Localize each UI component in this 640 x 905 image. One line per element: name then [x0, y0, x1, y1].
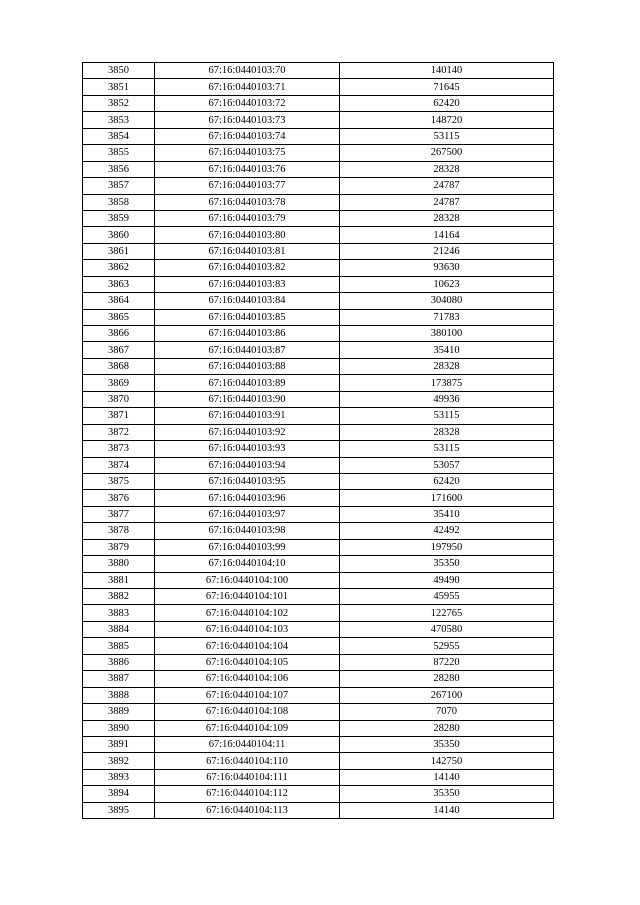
value-cell: 122765	[340, 605, 554, 621]
cadastral-number-cell: 67:16:0440103:86	[155, 326, 340, 342]
value-cell: 53057	[340, 457, 554, 473]
table-row	[83, 309, 554, 325]
table-row	[83, 161, 554, 177]
table-row	[83, 358, 554, 374]
cadastral-number-cell: 67:16:0440104:103	[155, 621, 340, 637]
table-row	[83, 704, 554, 720]
row-number-cell: 3884	[83, 621, 155, 637]
table-row	[83, 473, 554, 489]
row-number-cell: 3868	[83, 358, 155, 374]
row-number-cell: 3888	[83, 687, 155, 703]
cadastral-number-cell: 67:16:0440103:79	[155, 210, 340, 226]
table-row	[83, 589, 554, 605]
row-number-cell: 3854	[83, 128, 155, 144]
cadastral-number-cell: 67:16:0440103:89	[155, 375, 340, 391]
cadastral-number-cell: 67:16:0440104:11	[155, 736, 340, 752]
cadastral-number-cell: 67:16:0440103:80	[155, 227, 340, 243]
value-cell: 24787	[340, 178, 554, 194]
table-row	[83, 769, 554, 785]
row-number-cell: 3856	[83, 161, 155, 177]
row-number-cell: 3892	[83, 753, 155, 769]
row-number-cell: 3873	[83, 441, 155, 457]
table-row	[83, 375, 554, 391]
cadastral-number-cell: 67:16:0440104:109	[155, 720, 340, 736]
table-row	[83, 95, 554, 111]
cadastral-value-table	[82, 62, 554, 819]
row-number-cell: 3875	[83, 473, 155, 489]
row-number-cell: 3853	[83, 112, 155, 128]
cadastral-number-cell: 67:16:0440104:108	[155, 704, 340, 720]
row-number-cell: 3895	[83, 802, 155, 818]
cadastral-number-cell: 67:16:0440103:77	[155, 178, 340, 194]
value-cell: 42492	[340, 523, 554, 539]
row-number-cell: 3855	[83, 145, 155, 161]
table-row	[83, 572, 554, 588]
cadastral-number-cell: 67:16:0440103:94	[155, 457, 340, 473]
cadastral-number-cell: 67:16:0440103:98	[155, 523, 340, 539]
row-number-cell: 3887	[83, 671, 155, 687]
row-number-cell: 3867	[83, 342, 155, 358]
value-cell: 62420	[340, 473, 554, 489]
cadastral-number-cell: 67:16:0440103:84	[155, 293, 340, 309]
value-cell: 35350	[340, 736, 554, 752]
cadastral-number-cell: 67:16:0440104:113	[155, 802, 340, 818]
value-cell: 173875	[340, 375, 554, 391]
cadastral-number-cell: 67:16:0440103:81	[155, 243, 340, 259]
row-number-cell: 3883	[83, 605, 155, 621]
row-number-cell: 3852	[83, 95, 155, 111]
table-row	[83, 194, 554, 210]
table-row	[83, 671, 554, 687]
value-cell: 7070	[340, 704, 554, 720]
table-row	[83, 539, 554, 555]
cadastral-number-cell: 67:16:0440104:111	[155, 769, 340, 785]
table-row	[83, 178, 554, 194]
cadastral-number-cell: 67:16:0440103:85	[155, 309, 340, 325]
value-cell: 62420	[340, 95, 554, 111]
value-cell: 93630	[340, 260, 554, 276]
value-cell: 470580	[340, 621, 554, 637]
table-row	[83, 736, 554, 752]
table-row	[83, 638, 554, 654]
cadastral-number-cell: 67:16:0440104:105	[155, 654, 340, 670]
table-row	[83, 523, 554, 539]
value-cell: 21246	[340, 243, 554, 259]
table-row	[83, 128, 554, 144]
row-number-cell: 3880	[83, 556, 155, 572]
table-row	[83, 621, 554, 637]
cadastral-number-cell: 67:16:0440103:92	[155, 424, 340, 440]
row-number-cell: 3850	[83, 63, 155, 79]
value-cell: 304080	[340, 293, 554, 309]
row-number-cell: 3865	[83, 309, 155, 325]
value-cell: 52955	[340, 638, 554, 654]
table-row	[83, 112, 554, 128]
value-cell: 35350	[340, 556, 554, 572]
value-cell: 53115	[340, 441, 554, 457]
table-row	[83, 424, 554, 440]
row-number-cell: 3886	[83, 654, 155, 670]
value-cell: 171600	[340, 490, 554, 506]
value-cell: 45955	[340, 589, 554, 605]
value-cell: 28328	[340, 424, 554, 440]
table-row	[83, 326, 554, 342]
cadastral-number-cell: 67:16:0440104:107	[155, 687, 340, 703]
cadastral-number-cell: 67:16:0440103:88	[155, 358, 340, 374]
row-number-cell: 3864	[83, 293, 155, 309]
row-number-cell: 3878	[83, 523, 155, 539]
row-number-cell: 3862	[83, 260, 155, 276]
value-cell: 28280	[340, 720, 554, 736]
cadastral-number-cell: 67:16:0440103:73	[155, 112, 340, 128]
value-cell: 197950	[340, 539, 554, 555]
table-row	[83, 457, 554, 473]
table-row	[83, 79, 554, 95]
row-number-cell: 3890	[83, 720, 155, 736]
cadastral-number-cell: 67:16:0440103:95	[155, 473, 340, 489]
cadastral-number-cell: 67:16:0440103:83	[155, 276, 340, 292]
value-cell: 380100	[340, 326, 554, 342]
row-number-cell: 3859	[83, 210, 155, 226]
row-number-cell: 3851	[83, 79, 155, 95]
table-row	[83, 506, 554, 522]
row-number-cell: 3885	[83, 638, 155, 654]
row-number-cell: 3879	[83, 539, 155, 555]
row-number-cell: 3874	[83, 457, 155, 473]
table-row	[83, 753, 554, 769]
cadastral-number-cell: 67:16:0440104:10	[155, 556, 340, 572]
row-number-cell: 3872	[83, 424, 155, 440]
value-cell: 71645	[340, 79, 554, 95]
table-row	[83, 490, 554, 506]
value-cell: 28328	[340, 358, 554, 374]
table-row	[83, 145, 554, 161]
row-number-cell: 3860	[83, 227, 155, 243]
table-row	[83, 210, 554, 226]
table-row	[83, 276, 554, 292]
cadastral-number-cell: 67:16:0440103:75	[155, 145, 340, 161]
cadastral-number-cell: 67:16:0440104:100	[155, 572, 340, 588]
value-cell: 53115	[340, 128, 554, 144]
cadastral-number-cell: 67:16:0440103:72	[155, 95, 340, 111]
table-row	[83, 654, 554, 670]
row-number-cell: 3861	[83, 243, 155, 259]
value-cell: 53115	[340, 408, 554, 424]
cadastral-number-cell: 67:16:0440104:112	[155, 786, 340, 802]
table-row	[83, 720, 554, 736]
cadastral-number-cell: 67:16:0440104:101	[155, 589, 340, 605]
value-cell: 28328	[340, 161, 554, 177]
value-cell: 10623	[340, 276, 554, 292]
value-cell: 35410	[340, 506, 554, 522]
value-cell: 87220	[340, 654, 554, 670]
cadastral-number-cell: 67:16:0440103:78	[155, 194, 340, 210]
table-row	[83, 408, 554, 424]
value-cell: 49936	[340, 391, 554, 407]
cadastral-number-cell: 67:16:0440104:110	[155, 753, 340, 769]
cadastral-number-cell: 67:16:0440103:82	[155, 260, 340, 276]
row-number-cell: 3894	[83, 786, 155, 802]
table-row	[83, 391, 554, 407]
value-cell: 28328	[340, 210, 554, 226]
row-number-cell: 3869	[83, 375, 155, 391]
cadastral-number-cell: 67:16:0440103:99	[155, 539, 340, 555]
cadastral-number-cell: 67:16:0440103:97	[155, 506, 340, 522]
row-number-cell: 3882	[83, 589, 155, 605]
value-cell: 14140	[340, 802, 554, 818]
table-row	[83, 227, 554, 243]
cadastral-number-cell: 67:16:0440103:76	[155, 161, 340, 177]
row-number-cell: 3863	[83, 276, 155, 292]
table-row	[83, 605, 554, 621]
value-cell: 148720	[340, 112, 554, 128]
value-cell: 28280	[340, 671, 554, 687]
value-cell: 267100	[340, 687, 554, 703]
cadastral-number-cell: 67:16:0440103:74	[155, 128, 340, 144]
table-row	[83, 243, 554, 259]
table-row	[83, 63, 554, 79]
row-number-cell: 3858	[83, 194, 155, 210]
table-row	[83, 293, 554, 309]
value-cell: 24787	[340, 194, 554, 210]
table-row	[83, 441, 554, 457]
cadastral-number-cell: 67:16:0440103:70	[155, 63, 340, 79]
value-cell: 140140	[340, 63, 554, 79]
cadastral-number-cell: 67:16:0440103:90	[155, 391, 340, 407]
value-cell: 35410	[340, 342, 554, 358]
table-row	[83, 687, 554, 703]
table-row	[83, 556, 554, 572]
row-number-cell: 3871	[83, 408, 155, 424]
row-number-cell: 3881	[83, 572, 155, 588]
value-cell: 71783	[340, 309, 554, 325]
cadastral-number-cell: 67:16:0440103:93	[155, 441, 340, 457]
value-cell: 142750	[340, 753, 554, 769]
row-number-cell: 3891	[83, 736, 155, 752]
value-cell: 267500	[340, 145, 554, 161]
table-row	[83, 802, 554, 818]
row-number-cell: 3893	[83, 769, 155, 785]
cadastral-number-cell: 67:16:0440104:104	[155, 638, 340, 654]
row-number-cell: 3877	[83, 506, 155, 522]
value-cell: 49490	[340, 572, 554, 588]
cadastral-number-cell: 67:16:0440104:106	[155, 671, 340, 687]
value-cell: 14140	[340, 769, 554, 785]
cadastral-number-cell: 67:16:0440103:87	[155, 342, 340, 358]
table-row	[83, 342, 554, 358]
row-number-cell: 3870	[83, 391, 155, 407]
row-number-cell: 3857	[83, 178, 155, 194]
table-body	[83, 63, 554, 819]
cadastral-number-cell: 67:16:0440103:96	[155, 490, 340, 506]
cadastral-number-cell: 67:16:0440104:102	[155, 605, 340, 621]
row-number-cell: 3876	[83, 490, 155, 506]
cadastral-number-cell: 67:16:0440103:71	[155, 79, 340, 95]
cadastral-number-cell: 67:16:0440103:91	[155, 408, 340, 424]
table-row	[83, 786, 554, 802]
row-number-cell: 3866	[83, 326, 155, 342]
row-number-cell: 3889	[83, 704, 155, 720]
table-row	[83, 260, 554, 276]
value-cell: 14164	[340, 227, 554, 243]
value-cell: 35350	[340, 786, 554, 802]
